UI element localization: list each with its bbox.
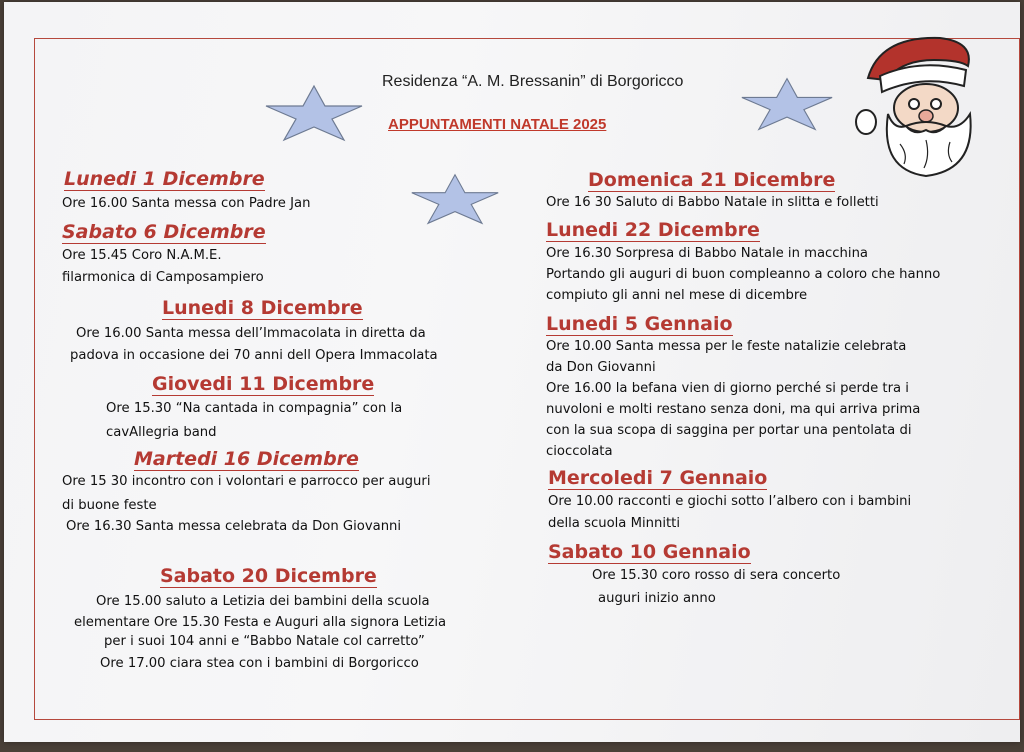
day-heading: Lunedi 22 Dicembre — [546, 219, 760, 241]
event-line: Portando gli auguri di buon compleanno a coloro che hanno — [546, 267, 941, 282]
day-heading: Lunedi 8 Dicembre — [162, 297, 363, 319]
event-line: Ore 16.00 la befana vien di giorno perché si perde tra i — [546, 381, 909, 396]
event-line: Ore 15.30 coro rosso di sera concerto — [592, 568, 841, 583]
star-icon — [410, 172, 500, 226]
event-line: Ore 10.00 Santa messa per le feste natalizie celebrata — [546, 339, 907, 354]
event-line: della scuola Minnitti — [548, 516, 680, 531]
event-line: con la sua scopa di saggina per portar una pentolata di — [546, 423, 912, 438]
event-line: cavAllegria band — [106, 425, 217, 440]
day-heading: Sabato 20 Dicembre — [160, 565, 377, 587]
event-line: elementare Ore 15.30 Festa e Auguri alla signora Letizia — [74, 615, 447, 630]
event-line: per i suoi 104 anni e “Babbo Natale col carretto” — [104, 634, 425, 649]
event-line: Ore 16.30 Sorpresa di Babbo Natale in macchina — [546, 246, 869, 261]
residence-name: Residenza “A. M. Bressanin” di Borgoricco — [382, 73, 684, 90]
event-line: Ore 10.00 racconti e giochi sotto l’albero con i bambini — [548, 494, 912, 509]
event-line: nuvoloni e molti restano senza doni, ma qui arriva prima — [546, 402, 921, 417]
event-line: Ore 16.00 Santa messa con Padre Jan — [62, 196, 311, 211]
event-line: Ore 15.30 “Na cantada in compagnia” con la — [106, 401, 403, 416]
event-line: filarmonica di Camposampiero — [62, 270, 264, 285]
day-heading: Martedi 16 Dicembre — [134, 448, 359, 470]
event-line: Ore 16 30 Saluto di Babbo Natale in slitta e folletti — [546, 195, 879, 210]
event-line: Ore 15 30 incontro con i volontari e parrocco per auguri — [62, 474, 431, 489]
event-line: Ore 16.00 Santa messa dell’Immacolata in diretta da — [76, 326, 426, 341]
day-heading: Lunedi 1 Dicembre — [64, 168, 265, 190]
event-line: compiuto gli anni nel mese di dicembre — [546, 288, 808, 303]
event-line: padova in occasione dei 70 anni dell Opera Immacolata — [70, 348, 438, 363]
event-line: Ore 16.30 Santa messa celebrata da Don Giovanni — [66, 519, 402, 534]
event-line: da Don Giovanni — [546, 360, 656, 375]
event-line: auguri inizio anno — [598, 591, 716, 606]
day-heading: Mercoledi 7 Gennaio — [548, 467, 768, 489]
santa-claus-icon — [850, 30, 990, 180]
day-heading: Giovedi 11 Dicembre — [152, 373, 375, 395]
event-line: cioccolata — [546, 444, 613, 459]
poster-title: APPUNTAMENTI NATALE 2025 — [388, 116, 607, 133]
event-line: di buone feste — [62, 498, 157, 513]
day-heading: Lunedi 5 Gennaio — [546, 313, 733, 335]
event-line: Ore 17.00 ciara stea con i bambini di Borgoricco — [100, 656, 419, 671]
day-heading: Sabato 6 Dicembre — [62, 221, 266, 243]
star-icon — [264, 84, 364, 142]
event-line: Ore 15.45 Coro N.A.M.E. — [62, 248, 222, 263]
event-line: Ore 15.00 saluto a Letizia dei bambini della scuola — [96, 594, 430, 609]
star-icon — [740, 76, 834, 132]
day-heading: Sabato 10 Gennaio — [548, 541, 751, 563]
day-heading: Domenica 21 Dicembre — [588, 169, 836, 191]
